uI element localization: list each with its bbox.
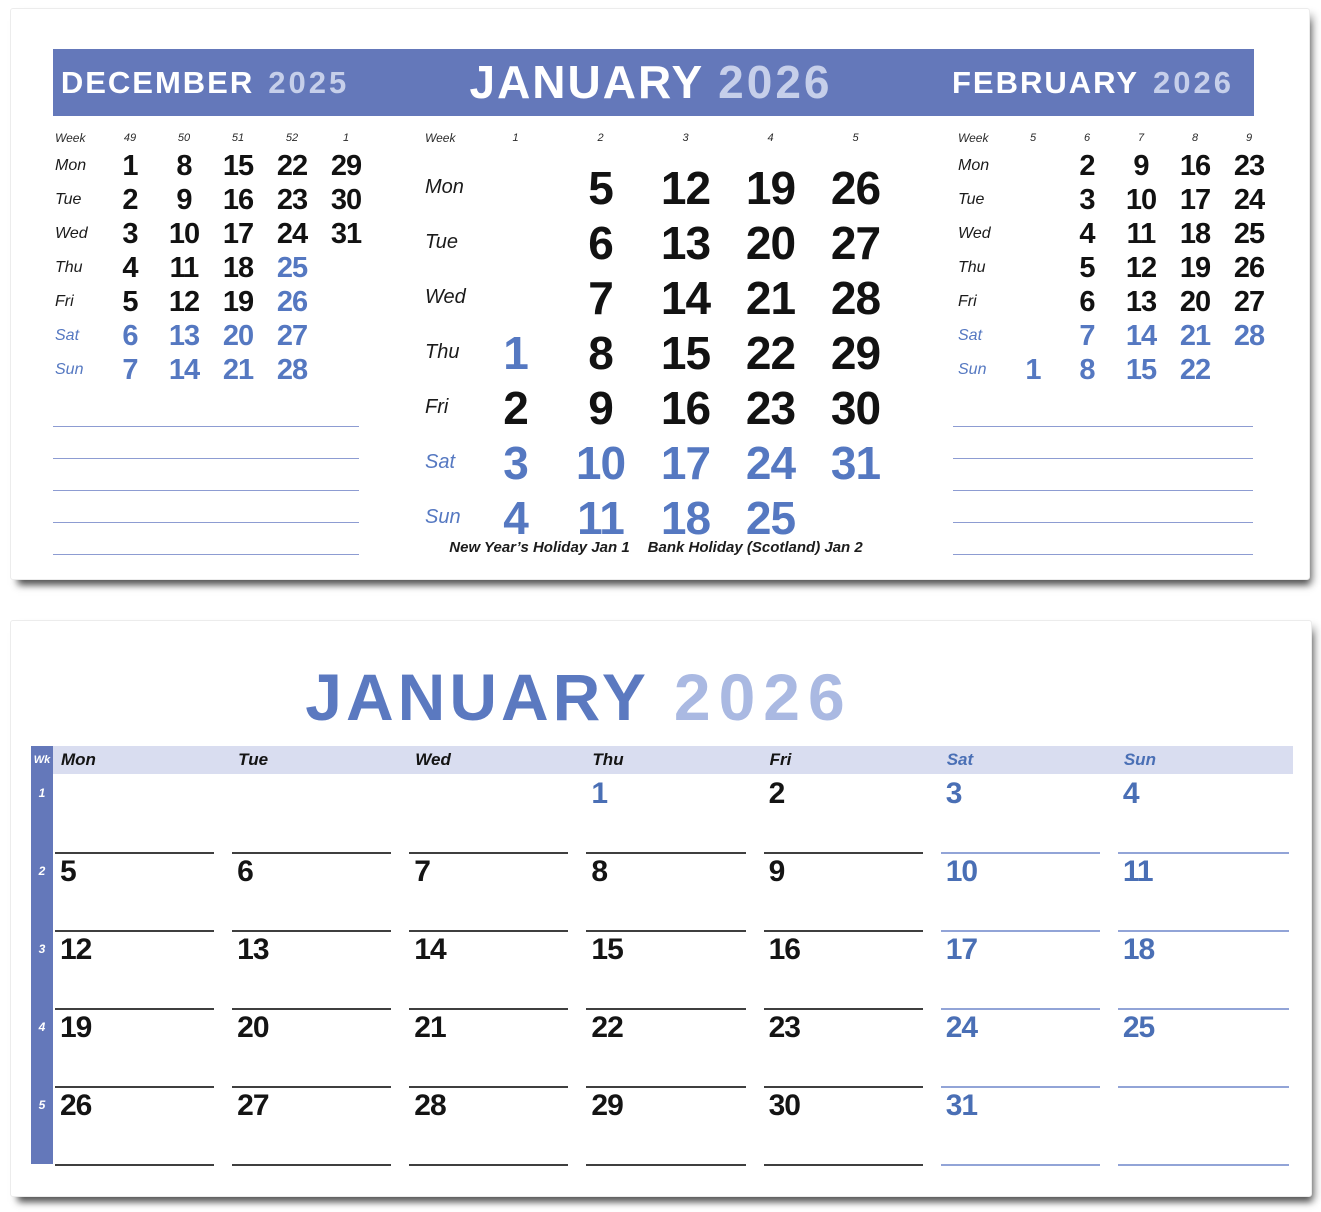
planner-day-cell: [230, 774, 407, 852]
day-label: Wed: [958, 225, 991, 242]
calendar-row-sun: [41, 353, 401, 387]
week-number: 2: [31, 852, 53, 930]
week-number: 7: [1137, 132, 1145, 144]
planner-date: 8: [591, 855, 608, 888]
date-cell: 23: [745, 381, 796, 434]
planner-day-cell: [762, 1086, 939, 1164]
calendar-row-sat: [944, 319, 1274, 353]
month-year: 2025: [268, 65, 350, 100]
date-cell: 19: [1179, 251, 1211, 284]
date-cell: 4: [122, 251, 138, 284]
planner-day-cell: [230, 1086, 407, 1164]
planner-footer-line: [407, 1164, 584, 1190]
calendar-row-mon: [411, 160, 916, 215]
day-label: Mon: [425, 176, 464, 198]
date-cell: 15: [660, 326, 711, 379]
week-number: 3: [682, 132, 689, 144]
planner-day-cell: [407, 930, 584, 1008]
planner-day-cell: [53, 774, 230, 852]
planner-date: 3: [945, 777, 962, 810]
month-year: 2026: [1153, 65, 1235, 100]
month-title-february: [952, 49, 1234, 116]
planner-date: 24: [945, 1011, 978, 1044]
planner-day-cell: [53, 1008, 230, 1086]
mini-calendar-january: [411, 127, 916, 545]
planner-footer-row: [31, 1164, 1293, 1190]
day-label: Fri: [55, 293, 74, 310]
date-cell: 22: [745, 326, 796, 379]
date-cell: 30: [830, 381, 881, 434]
wk-footer-cell: [31, 1164, 53, 1190]
planner-date: 21: [414, 1011, 446, 1044]
planner-day-cell: [939, 774, 1116, 852]
date-cell: 23: [276, 183, 308, 216]
day-header-sat: Sat: [939, 746, 1116, 774]
date-cell: 13: [660, 216, 711, 269]
month-planner-card: [10, 620, 1312, 1197]
date-cell: 2: [1079, 149, 1095, 182]
date-cell: 1: [1025, 353, 1041, 386]
date-cell: 19: [222, 285, 254, 318]
planner-date: 15: [591, 933, 623, 966]
date-cell: 8: [176, 149, 192, 182]
date-cell: 13: [1125, 285, 1157, 318]
day-label: Wed: [425, 286, 466, 308]
planner-year: 2026: [673, 660, 853, 734]
planner-day-cell: [939, 930, 1116, 1008]
month-title-january: [470, 49, 833, 116]
date-cell: 4: [503, 491, 528, 544]
week-number: 52: [285, 132, 299, 144]
date-cell: 8: [588, 326, 613, 379]
month-name: DECEMBER: [60, 65, 255, 100]
calendar-row-mon: [41, 149, 401, 183]
date-cell: 9: [176, 183, 192, 216]
week-number: 2: [597, 132, 604, 144]
date-cell: 29: [830, 326, 881, 379]
planner-footer-line: [584, 1164, 761, 1190]
date-cell: 11: [169, 251, 199, 284]
planner-day-cell: [939, 1008, 1116, 1086]
planner-date: 17: [945, 933, 978, 966]
planner-title: [305, 659, 852, 735]
planner-date: 13: [237, 933, 269, 966]
date-cell: 1: [122, 149, 138, 182]
planner-day-cell: [584, 852, 761, 930]
date-cell: 24: [1233, 183, 1265, 216]
planner-date: 2: [768, 777, 785, 810]
planner-date: 5: [60, 855, 76, 888]
week-number: 1: [512, 132, 519, 144]
date-cell: 2: [122, 183, 138, 216]
note-line: [953, 395, 1253, 427]
date-cell: 31: [330, 217, 362, 250]
month-title-december: [61, 49, 349, 116]
date-cell: 5: [588, 161, 613, 214]
calendar-row-mon: [944, 149, 1274, 183]
date-cell: 15: [1125, 353, 1157, 386]
week-number: 4: [31, 1008, 53, 1086]
planner-header-row: [31, 746, 1293, 774]
calendar-row-wed: [41, 217, 401, 251]
week-number: 4: [767, 132, 774, 144]
date-cell: 6: [1079, 285, 1095, 318]
date-cell: 3: [122, 217, 138, 250]
date-cell: 20: [1179, 285, 1211, 318]
date-cell: 25: [276, 251, 308, 284]
date-cell: 11: [577, 491, 624, 544]
calendar-row-thu: [41, 251, 401, 285]
calendar-row-wed: [411, 270, 916, 325]
date-cell: 22: [276, 149, 308, 182]
planner-date: 18: [1122, 933, 1155, 966]
date-cell: 28: [830, 271, 881, 324]
planner-day-cell: [584, 930, 761, 1008]
date-cell: 26: [276, 285, 308, 318]
planner-date: 29: [591, 1089, 623, 1122]
planner-date: 19: [60, 1011, 92, 1044]
planner-day-cell: [584, 774, 761, 852]
day-label: Thu: [425, 341, 460, 363]
notes-lines-december: [53, 395, 359, 555]
date-cell: 22: [1179, 353, 1211, 386]
date-cell: 27: [276, 319, 308, 352]
week-number: 6: [1083, 132, 1091, 144]
planner-date: 12: [60, 933, 92, 966]
planner-date: 25: [1122, 1011, 1155, 1044]
planner-footer-line: [939, 1164, 1116, 1190]
date-cell: 4: [1079, 217, 1095, 250]
date-cell: 12: [660, 161, 711, 214]
calendar-row-tue: [944, 183, 1274, 217]
date-cell: 14: [660, 271, 711, 324]
date-cell: 18: [660, 491, 711, 544]
planner-day-cell: [1116, 1008, 1293, 1086]
note-line: [953, 427, 1253, 459]
date-cell: 5: [122, 285, 138, 318]
day-header-mon: Mon: [53, 746, 230, 774]
planner-day-cell: [762, 774, 939, 852]
date-cell: 31: [830, 436, 881, 489]
date-cell: 7: [122, 353, 138, 386]
date-cell: 6: [588, 216, 613, 269]
week-number: 51: [231, 132, 245, 144]
date-cell: 9: [588, 381, 613, 434]
date-cell: 18: [1179, 217, 1211, 250]
date-cell: 7: [1079, 319, 1095, 352]
planner-week-row: [31, 930, 1293, 1008]
date-cell: 8: [1079, 353, 1095, 386]
week-number: 49: [123, 132, 137, 144]
planner-day-cell: [53, 930, 230, 1008]
date-cell: 24: [745, 436, 796, 489]
day-label: Sun: [55, 361, 84, 378]
planner-day-cell: [230, 1008, 407, 1086]
planner-day-cell: [1116, 1086, 1293, 1164]
note-line: [53, 427, 359, 459]
date-cell: 12: [1125, 251, 1157, 284]
note-line: [953, 459, 1253, 491]
date-cell: 23: [1233, 149, 1265, 182]
planner-day-cell: [53, 852, 230, 930]
day-header-thu: Thu: [584, 746, 761, 774]
planner-day-cell: [939, 852, 1116, 930]
day-label: Sun: [425, 506, 461, 528]
planner-day-cell: [230, 852, 407, 930]
planner-footer-line: [762, 1164, 939, 1190]
calendar-row-fri: [944, 285, 1274, 319]
planner-footer-line: [230, 1164, 407, 1190]
date-cell: 28: [276, 353, 308, 386]
date-cell: 26: [830, 161, 881, 214]
month-name: JANUARY: [469, 56, 705, 108]
planner-date: 30: [768, 1089, 800, 1122]
mini-calendar-february: [944, 127, 1274, 387]
date-cell: 14: [168, 353, 200, 386]
day-label: Tue: [958, 191, 985, 208]
date-cell: 3: [503, 436, 528, 489]
date-cell: 1: [503, 326, 528, 379]
planner-day-cell: [1116, 774, 1293, 852]
planner-day-cell: [584, 1086, 761, 1164]
planner-day-cell: [1116, 852, 1293, 930]
wk-column-label: Wk: [31, 746, 53, 774]
three-month-calendar-card: [10, 8, 1310, 580]
date-cell: 27: [1233, 285, 1265, 318]
date-cell: 10: [575, 436, 626, 489]
planner-date: 14: [414, 933, 446, 966]
date-cell: 20: [745, 216, 796, 269]
date-cell: 18: [222, 251, 254, 284]
date-cell: 30: [330, 183, 362, 216]
day-label: Fri: [425, 396, 449, 418]
week-label: Week: [958, 131, 989, 145]
planner-week-row: [31, 1008, 1293, 1086]
day-label: Wed: [55, 225, 88, 242]
month-year: 2026: [718, 56, 833, 108]
calendar-row-wed: [944, 217, 1274, 251]
day-label: Sun: [958, 361, 987, 378]
planner-date: 4: [1122, 777, 1139, 810]
planner-date: 7: [414, 855, 430, 888]
calendar-row-sat: [411, 435, 916, 490]
date-cell: 2: [503, 381, 528, 434]
planner-week-row: [31, 1086, 1293, 1164]
date-cell: 12: [168, 285, 200, 318]
planner-date: 22: [591, 1011, 623, 1044]
month-name: FEBRUARY: [951, 65, 1140, 100]
day-label: Thu: [958, 259, 986, 276]
week-number-row: [41, 127, 401, 149]
note-line: [53, 523, 359, 555]
week-number-row: [944, 127, 1274, 149]
planner-date: 26: [60, 1089, 92, 1122]
week-label: Week: [425, 131, 456, 145]
date-cell: 29: [330, 149, 362, 182]
calendar-row-fri: [411, 380, 916, 435]
date-cell: 25: [745, 491, 796, 544]
date-cell: 17: [660, 436, 711, 489]
day-label: Tue: [55, 191, 82, 208]
planner-day-cell: [762, 930, 939, 1008]
planner-day-cell: [1116, 930, 1293, 1008]
day-header-sun: Sun: [1116, 746, 1293, 774]
calendar-row-sat: [41, 319, 401, 353]
date-cell: 7: [588, 271, 613, 324]
planner-date: 6: [237, 855, 253, 888]
date-cell: 5: [1079, 251, 1095, 284]
calendar-row-thu: [944, 251, 1274, 285]
date-cell: 11: [1126, 217, 1156, 250]
calendar-row-sun: [944, 353, 1274, 387]
planner-date: 20: [237, 1011, 269, 1044]
planner-day-cell: [407, 1008, 584, 1086]
date-cell: 13: [168, 319, 200, 352]
holiday-note-scotland: Bank Holiday (Scotland) Jan 2: [647, 539, 863, 556]
planner-date: 11: [1122, 855, 1153, 888]
day-label: Thu: [55, 259, 83, 276]
holiday-note-newyear: New Year’s Holiday Jan 1: [449, 539, 630, 556]
date-cell: 27: [830, 216, 881, 269]
date-cell: 10: [168, 217, 200, 250]
date-cell: 17: [222, 217, 254, 250]
day-header-fri: Fri: [762, 746, 939, 774]
week-number: 9: [1245, 132, 1253, 144]
date-cell: 6: [122, 319, 138, 352]
week-number-row: [411, 127, 916, 149]
holiday-note: [440, 539, 871, 556]
date-cell: 15: [222, 149, 254, 182]
day-label: Mon: [958, 157, 990, 174]
date-cell: 19: [745, 161, 796, 214]
date-cell: 16: [1179, 149, 1211, 182]
planner-day-cell: [762, 1008, 939, 1086]
planner-date: 23: [768, 1011, 800, 1044]
planner-day-cell: [762, 852, 939, 930]
planner-date: 27: [237, 1089, 269, 1122]
date-cell: 16: [222, 183, 254, 216]
planner-date: 9: [768, 855, 785, 888]
mini-calendar-december: [41, 127, 401, 387]
week-number: 1: [342, 132, 350, 144]
planner-month: JANUARY: [305, 660, 650, 734]
planner-day-cell: [584, 1008, 761, 1086]
notes-lines-february: [953, 395, 1253, 555]
week-number: 5: [31, 1086, 53, 1164]
day-header-tue: Tue: [230, 746, 407, 774]
week-number: 5: [852, 132, 859, 144]
date-cell: 21: [222, 353, 254, 386]
calendar-row-tue: [411, 215, 916, 270]
planner-day-cell: [407, 852, 584, 930]
week-number: 3: [31, 930, 53, 1008]
date-cell: 28: [1233, 319, 1265, 352]
note-line: [53, 491, 359, 523]
note-line: [953, 491, 1253, 523]
date-cell: 26: [1233, 251, 1265, 284]
day-label: Fri: [958, 293, 977, 310]
planner-week-row: [31, 852, 1293, 930]
month-header-bar: [53, 49, 1254, 116]
day-label: Sat: [958, 327, 983, 344]
planner-day-cell: [407, 1086, 584, 1164]
date-cell: 3: [1079, 183, 1095, 216]
note-line: [53, 459, 359, 491]
week-number: 1: [31, 774, 53, 852]
day-label: Tue: [425, 231, 458, 253]
week-number: 5: [1029, 132, 1037, 144]
planner-week-row: [31, 774, 1293, 852]
week-number: 50: [177, 132, 191, 144]
planner-day-cell: [407, 774, 584, 852]
note-line: [53, 395, 359, 427]
note-line: [953, 523, 1253, 555]
date-cell: 10: [1125, 183, 1157, 216]
planner-day-cell: [230, 930, 407, 1008]
date-cell: 14: [1125, 319, 1157, 352]
planner-footer-line: [53, 1164, 230, 1190]
planner-date: 28: [414, 1089, 446, 1122]
date-cell: 21: [1179, 319, 1211, 352]
date-cell: 24: [276, 217, 308, 250]
planner-date: 1: [591, 777, 608, 810]
date-cell: 20: [222, 319, 254, 352]
date-cell: 9: [1133, 149, 1149, 182]
planner-date: 16: [768, 933, 800, 966]
calendar-row-fri: [41, 285, 401, 319]
day-label: Sat: [425, 451, 456, 473]
calendar-row-thu: [411, 325, 916, 380]
day-label: Mon: [55, 157, 87, 174]
planner-date: 31: [945, 1089, 978, 1122]
week-number: 8: [1191, 132, 1199, 144]
calendar-row-sun: [411, 490, 916, 545]
day-label: Sat: [55, 327, 80, 344]
planner-date: 10: [945, 855, 978, 888]
date-cell: 17: [1179, 183, 1211, 216]
planner-day-cell: [53, 1086, 230, 1164]
week-label: Week: [55, 131, 86, 145]
date-cell: 25: [1233, 217, 1265, 250]
planner-footer-line: [1116, 1164, 1293, 1190]
date-cell: 16: [660, 381, 711, 434]
date-cell: 21: [745, 271, 796, 324]
planner-grid: [31, 746, 1293, 1190]
day-header-wed: Wed: [407, 746, 584, 774]
calendar-row-tue: [41, 183, 401, 217]
planner-day-cell: [939, 1086, 1116, 1164]
